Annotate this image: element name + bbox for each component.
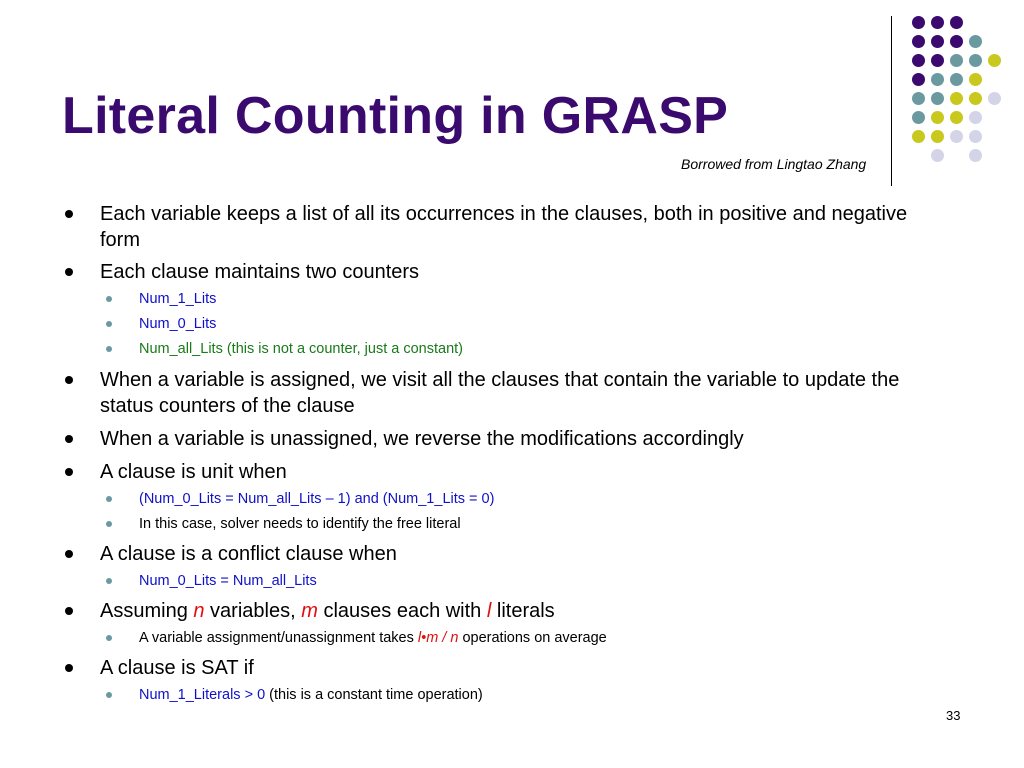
sub-bullet: (Num_0_Lits = Num_all_Lits – 1) and (Num_1_Lits = 0) (139, 491, 495, 507)
bullet-7 (100, 598, 940, 624)
text-fragment: Num_1_Literals > 0 (139, 687, 266, 703)
bullet-6: A clause is a conflict clause when (100, 541, 940, 567)
var-l: l (486, 600, 492, 622)
expression: l•m / n (417, 630, 459, 646)
var-n: n (193, 600, 205, 622)
sub-bullet: Num_all_Lits (this is not a counter, just a constant) (139, 341, 463, 357)
sub-bullet: Num_1_Lits (139, 291, 217, 307)
bullet-4: When a variable is unassigned, we reverse the modifications accordingly (100, 426, 940, 452)
text-fragment: A variable assignment/unassignment takes (139, 630, 418, 646)
page-number: 33 (946, 708, 961, 723)
sub-bullet: In this case, solver needs to identify the free literal (139, 516, 461, 532)
bullet-3: When a variable is assigned, we visit all the clauses that contain the variable to update the status counters of the clause (100, 367, 940, 419)
sub-bullet (139, 629, 607, 647)
text-fragment: Assuming (100, 600, 194, 622)
text-fragment: operations on average (458, 630, 607, 646)
bullet-8: A clause is SAT if (100, 655, 940, 681)
bullet-2: Each clause maintains two counters (100, 259, 940, 285)
bullet-5: A clause is unit when (100, 459, 940, 485)
sub-bullet (139, 686, 483, 704)
sub-bullet: Num_0_Lits (139, 316, 217, 332)
text-fragment: (this is a constant time operation) (265, 687, 483, 703)
bullet-1: Each variable keeps a list of all its occurrences in the clauses, both in positive and negative form (100, 201, 940, 253)
var-m: m (301, 600, 318, 622)
credit-text: Borrowed from Lingtao Zhang (681, 156, 867, 172)
slide-title: Literal Counting in GRASP (62, 87, 729, 145)
sub-bullet: Num_0_Lits = Num_all_Lits (139, 573, 317, 589)
text-fragment: clauses each with (317, 600, 487, 622)
text-fragment: literals (491, 600, 555, 622)
text-fragment: variables, (204, 600, 302, 622)
